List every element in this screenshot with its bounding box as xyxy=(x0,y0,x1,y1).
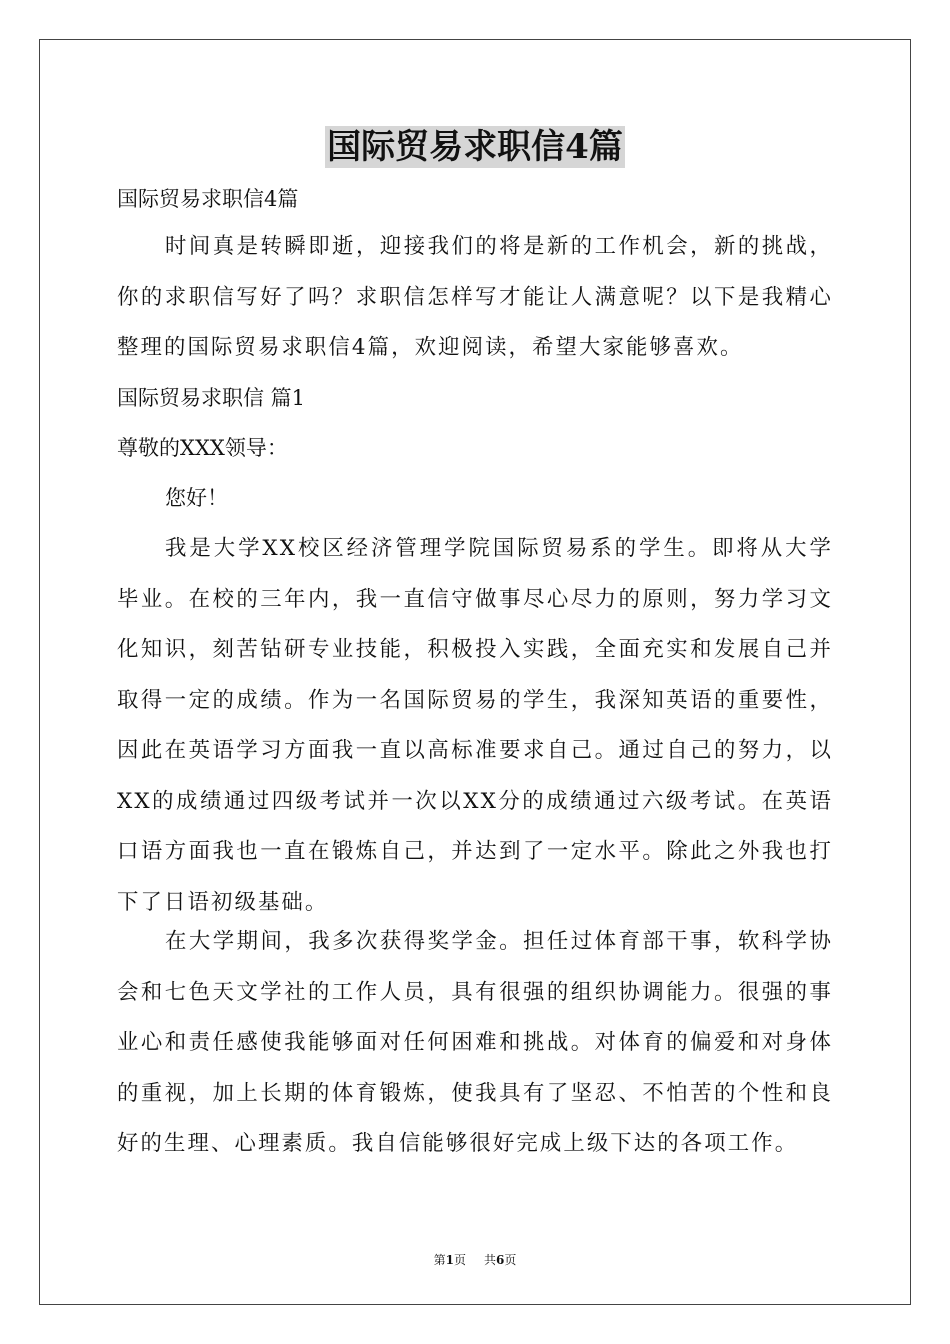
footer-page-prefix: 第 xyxy=(433,1253,446,1267)
body-paragraph-2: 在大学期间，我多次获得奖学金。担任过体育部干事，软科学协会和七色天文学社的工作人员，具有很强的组织协调能力。很强的事业心和责任感使我能够面对任何困难和挑战。对体育的偏爱和对身体的重视，加上长期的体育锻炼，使我具有了坚忍、不怕苦的个性和良好的生理、心理素质。我自信能够很好完成上级下达的各项工作。 xyxy=(117,929,833,1156)
salutation: 尊敬的XXX领导： xyxy=(117,436,288,460)
footer-page-suffix: 页 xyxy=(453,1253,466,1267)
footer-total-pages: 6 xyxy=(496,1253,505,1267)
body-paragraph-1: 我是大学XX校区经济管理学院国际贸易系的学生。即将从大学毕业。在校的三年内，我一直信守做事尽心尽力的原则，努力学习文化知识，刻苦钻研专业技能，积极投入实践，全面充实和发展自己并取得一定的成绩。作为一名国际贸易的学生，我深知英语的重要性，因此在英语学习方面我一直以高标准要求自己。通过自己的努力，以XX的成绩通过四级考试并一次以XX分的成绩通过六级考试。在英语口语方面我也一直在锻炼自己，并达到了一定水平。除此之外我也打下了日语初级基础。 xyxy=(117,536,833,915)
intro-paragraph: 时间真是转瞬即逝，迎接我们的将是新的工作机会，新的挑战，你的求职信写好了吗？求职信怎样写才能让人满意呢？以下是我精心整理的国际贸易求职信4篇，欢迎阅读，希望大家能够喜欢。 xyxy=(117,234,833,360)
footer-page-number: 1 xyxy=(445,1253,454,1267)
section-heading: 国际贸易求职信 篇1 xyxy=(117,386,306,410)
greeting: 您好！ xyxy=(165,486,228,510)
page-footer xyxy=(0,1252,950,1268)
document-subtitle: 国际贸易求职信4篇 xyxy=(117,187,299,211)
footer-total-suffix: 页 xyxy=(504,1253,517,1267)
footer-total-prefix: 共 xyxy=(484,1253,497,1267)
document-title: 国际贸易求职信4篇 xyxy=(327,127,623,167)
title-wrap xyxy=(117,126,833,168)
